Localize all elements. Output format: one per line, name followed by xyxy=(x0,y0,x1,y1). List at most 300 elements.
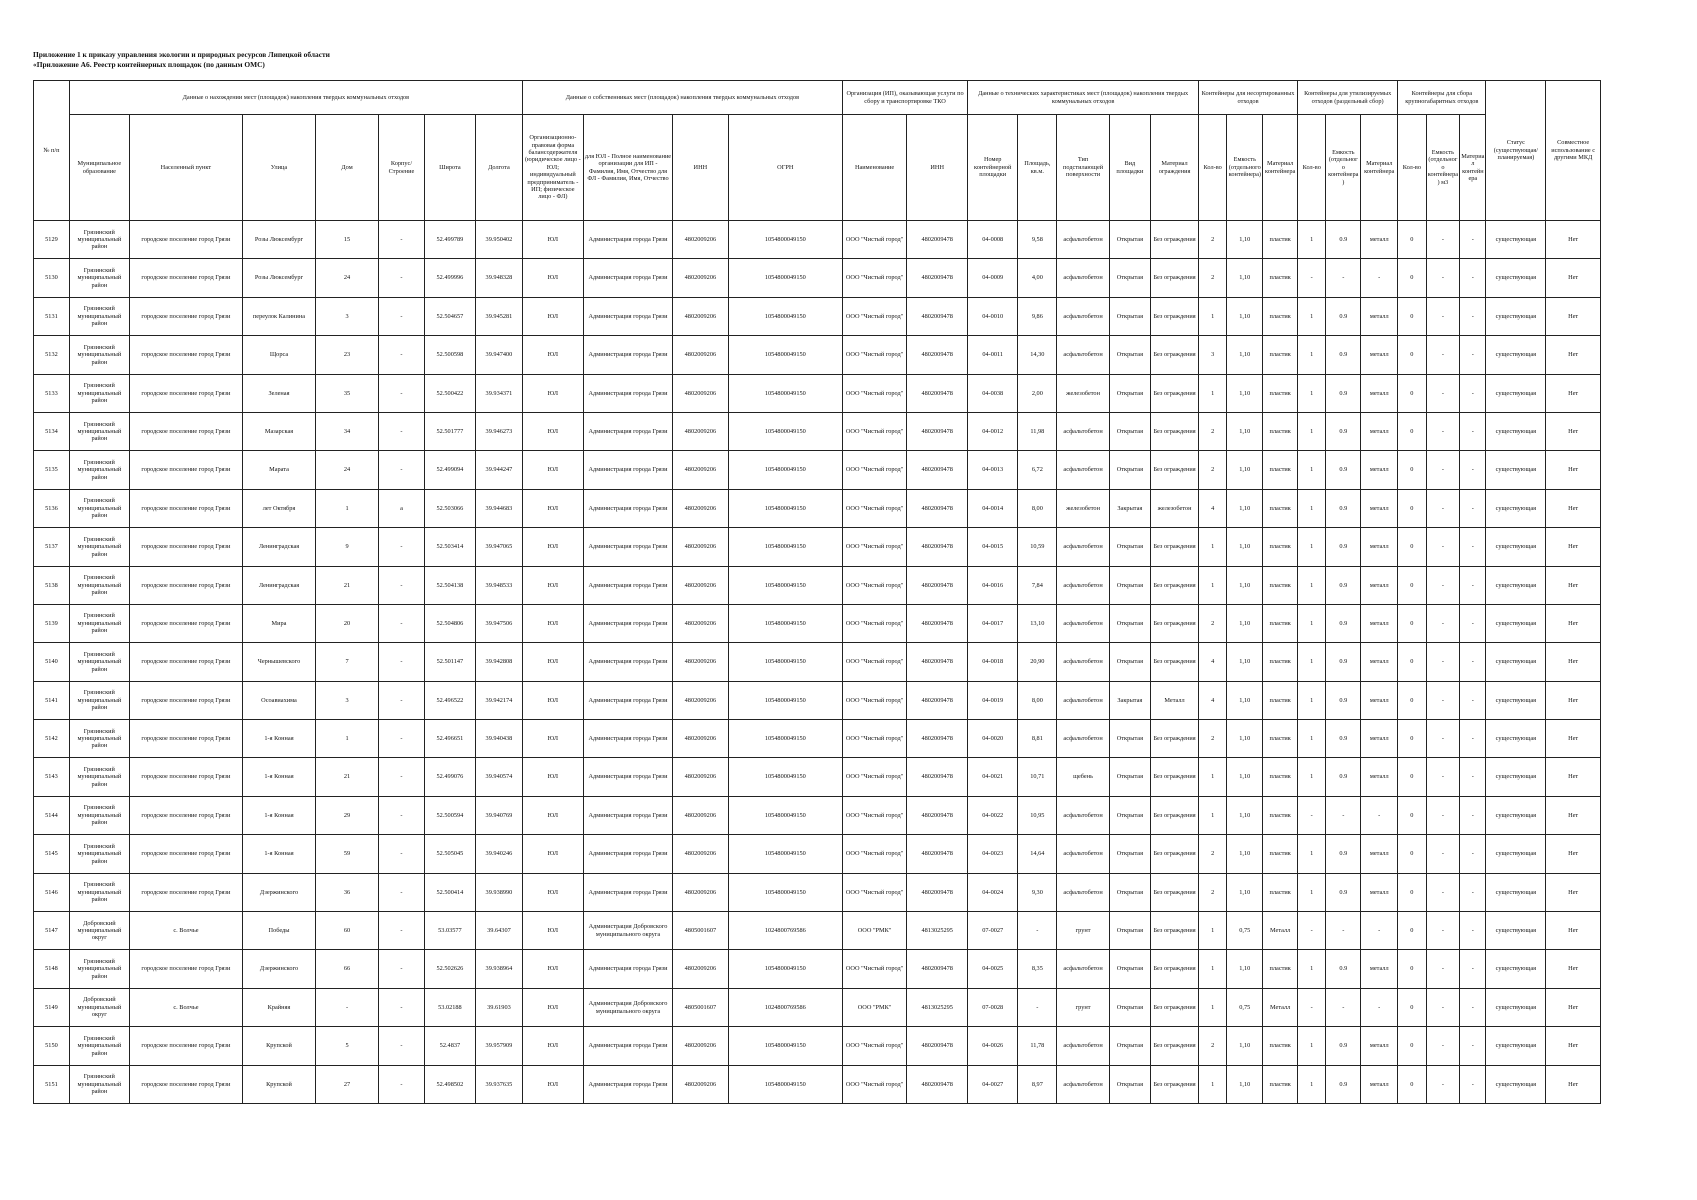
cell-operator-inn: 4802009478 xyxy=(907,873,968,911)
cell-recyclable-material: металл xyxy=(1361,221,1398,259)
cell-operator-name: ООО "Чистый город" xyxy=(842,796,906,834)
header-inn: ИНН xyxy=(673,115,729,221)
cell-fence: Без ограждения xyxy=(1151,528,1199,566)
cell-bulky-capacity: - xyxy=(1426,374,1460,412)
cell-operator-name: ООО "Чистый город" xyxy=(842,566,906,604)
group-bulky: Контейнеры для сбора крупногабаритных отходов xyxy=(1398,81,1486,115)
cell-settlement: городское поселение город Грязи xyxy=(129,1027,242,1065)
header-site-no: Номер контейнерной площадки xyxy=(968,115,1018,221)
cell-ogrn: 1054800049150 xyxy=(728,873,842,911)
cell-inn: 4802009206 xyxy=(673,374,729,412)
cell-owner-name: Администрация города Грязи xyxy=(583,643,672,681)
cell-area: 8,97 xyxy=(1018,1065,1057,1103)
cell-unsorted-qty: 2 xyxy=(1199,259,1227,297)
cell-recyclable-capacity: 0.9 xyxy=(1326,566,1361,604)
cell-num: 5130 xyxy=(34,259,70,297)
cell-surface: асфальтобетон xyxy=(1057,643,1109,681)
cell-status: существующая xyxy=(1486,259,1546,297)
cell-house: 23 xyxy=(315,336,378,374)
cell-area: 10,59 xyxy=(1018,528,1057,566)
cell-inn: 4802009206 xyxy=(673,1065,729,1103)
cell-operator-name: ООО "Чистый город" xyxy=(842,758,906,796)
cell-street: переулок Калинина xyxy=(243,297,316,335)
cell-recyclable-qty: 1 xyxy=(1298,221,1326,259)
cell-unsorted-qty: 2 xyxy=(1199,1027,1227,1065)
cell-municipality: Грязинский муниципальный район xyxy=(69,221,129,259)
cell-operator-name: ООО "Чистый город" xyxy=(842,604,906,642)
cell-surface: железобетон xyxy=(1057,489,1109,527)
cell-recyclable-qty: 1 xyxy=(1298,720,1326,758)
cell-house: 21 xyxy=(315,566,378,604)
cell-surface: железобетон xyxy=(1057,374,1109,412)
cell-building: - xyxy=(379,451,425,489)
cell-recyclable-material: металл xyxy=(1361,374,1398,412)
cell-house: 66 xyxy=(315,950,378,988)
cell-legal-form: ЮЛ xyxy=(522,681,583,719)
cell-operator-inn: 4802009478 xyxy=(907,1027,968,1065)
cell-lon: 39.945281 xyxy=(476,297,523,335)
cell-lat: 52.503414 xyxy=(424,528,475,566)
cell-ogrn: 1054800049150 xyxy=(728,720,842,758)
cell-ogrn: 1054800049150 xyxy=(728,412,842,450)
cell-recyclable-material: - xyxy=(1361,988,1398,1026)
cell-bulky-capacity: - xyxy=(1426,528,1460,566)
cell-owner-name: Администрация города Грязи xyxy=(583,451,672,489)
cell-settlement: городское поселение город Грязи xyxy=(129,259,242,297)
cell-lat: 52.500422 xyxy=(424,374,475,412)
cell-unsorted-capacity: 1,10 xyxy=(1227,681,1263,719)
cell-num: 5143 xyxy=(34,758,70,796)
cell-settlement: городское поселение город Грязи xyxy=(129,528,242,566)
cell-owner-name: Администрация города Грязи xyxy=(583,374,672,412)
cell-surface: асфальтобетон xyxy=(1057,297,1109,335)
cell-municipality: Грязинский муниципальный район xyxy=(69,1065,129,1103)
group-unsorted: Контейнеры для несортированных отходов xyxy=(1199,81,1298,115)
cell-shared: Нет xyxy=(1546,451,1601,489)
cell-building: - xyxy=(379,336,425,374)
cell-status: существующая xyxy=(1486,796,1546,834)
cell-shared: Нет xyxy=(1546,681,1601,719)
cell-legal-form: ЮЛ xyxy=(522,221,583,259)
cell-unsorted-material: пластик xyxy=(1263,451,1298,489)
cell-site-no: 04-0024 xyxy=(968,873,1018,911)
cell-recyclable-qty: 1 xyxy=(1298,566,1326,604)
cell-recyclable-capacity: 0.9 xyxy=(1326,604,1361,642)
cell-unsorted-material: пластик xyxy=(1263,643,1298,681)
header-operator-name: Наименование xyxy=(842,115,906,221)
cell-unsorted-capacity: 1,10 xyxy=(1227,1065,1263,1103)
cell-settlement: городское поселение город Грязи xyxy=(129,297,242,335)
cell-bulky-qty: 0 xyxy=(1398,643,1426,681)
cell-inn: 4802009206 xyxy=(673,681,729,719)
cell-street: Дзержинского xyxy=(243,873,316,911)
cell-house: 3 xyxy=(315,297,378,335)
cell-surface: грунт xyxy=(1057,988,1109,1026)
cell-num: 5148 xyxy=(34,950,70,988)
cell-status: существующая xyxy=(1486,1027,1546,1065)
header-settlement: Населенный пункт xyxy=(129,115,242,221)
cell-area: 10,95 xyxy=(1018,796,1057,834)
cell-inn: 4802009206 xyxy=(673,528,729,566)
cell-unsorted-material: пластик xyxy=(1263,221,1298,259)
cell-bulky-capacity: - xyxy=(1426,336,1460,374)
cell-municipality: Грязинский муниципальный район xyxy=(69,796,129,834)
cell-recyclable-material: - xyxy=(1361,796,1398,834)
cell-area: - xyxy=(1018,912,1057,950)
cell-num: 5133 xyxy=(34,374,70,412)
cell-unsorted-material: пластик xyxy=(1263,950,1298,988)
cell-settlement: городское поселение город Грязи xyxy=(129,873,242,911)
cell-num: 5145 xyxy=(34,835,70,873)
cell-street: Мира xyxy=(243,604,316,642)
cell-operator-name: ООО "Чистый город" xyxy=(842,412,906,450)
cell-bulky-capacity: - xyxy=(1426,950,1460,988)
cell-recyclable-material: металл xyxy=(1361,1065,1398,1103)
title-line-1: Приложение 1 к приказу управления экологии и природных ресурсов Липецкой области xyxy=(33,50,330,59)
cell-municipality: Грязинский муниципальный район xyxy=(69,720,129,758)
cell-owner-name: Администрация города Грязи xyxy=(583,412,672,450)
cell-owner-name: Администрация Добровского муниципального округа xyxy=(583,912,672,950)
cell-unsorted-qty: 3 xyxy=(1199,336,1227,374)
cell-legal-form: ЮЛ xyxy=(522,796,583,834)
cell-bulky-capacity: - xyxy=(1426,988,1460,1026)
cell-street: Победы xyxy=(243,912,316,950)
cell-street: Дзержинского xyxy=(243,950,316,988)
cell-surface: асфальтобетон xyxy=(1057,1065,1109,1103)
cell-inn: 4802009206 xyxy=(673,835,729,873)
cell-unsorted-material: пластик xyxy=(1263,528,1298,566)
cell-lon: 39.938964 xyxy=(476,950,523,988)
table-row xyxy=(34,796,1601,834)
header-status: Статус (существующая/планируемая) xyxy=(1486,81,1546,221)
cell-building: - xyxy=(379,528,425,566)
cell-surface: асфальтобетон xyxy=(1057,796,1109,834)
cell-house: 27 xyxy=(315,1065,378,1103)
cell-building: - xyxy=(379,221,425,259)
cell-lon: 39.937635 xyxy=(476,1065,523,1103)
cell-num: 5149 xyxy=(34,988,70,1026)
cell-bulky-qty: 0 xyxy=(1398,528,1426,566)
cell-recyclable-qty: 1 xyxy=(1298,950,1326,988)
cell-site-no: 04-0009 xyxy=(968,259,1018,297)
cell-inn: 4802009206 xyxy=(673,489,729,527)
cell-recyclable-capacity: 0.9 xyxy=(1326,758,1361,796)
cell-owner-name: Администрация города Грязи xyxy=(583,528,672,566)
cell-num: 5150 xyxy=(34,1027,70,1065)
cell-operator-name: ООО "Чистый город" xyxy=(842,221,906,259)
cell-inn: 4805001607 xyxy=(673,988,729,1026)
cell-street: Ленинградская xyxy=(243,528,316,566)
cell-lon: 39.940438 xyxy=(476,720,523,758)
cell-operator-inn: 4802009478 xyxy=(907,950,968,988)
cell-bulky-material: - xyxy=(1460,758,1486,796)
cell-house: 29 xyxy=(315,796,378,834)
cell-municipality: Грязинский муниципальный район xyxy=(69,950,129,988)
cell-shared: Нет xyxy=(1546,566,1601,604)
cell-street: лет Октября xyxy=(243,489,316,527)
cell-status: существующая xyxy=(1486,221,1546,259)
cell-fence: Без ограждения xyxy=(1151,259,1199,297)
cell-lon: 39.948328 xyxy=(476,259,523,297)
cell-building: - xyxy=(379,412,425,450)
cell-site-no: 04-0010 xyxy=(968,297,1018,335)
table-row xyxy=(34,566,1601,604)
cell-street: Осоавиахима xyxy=(243,681,316,719)
header-street: Улица xyxy=(243,115,316,221)
cell-bulky-material: - xyxy=(1460,412,1486,450)
cell-operator-inn: 4802009478 xyxy=(907,604,968,642)
cell-num: 5142 xyxy=(34,720,70,758)
cell-area: 9,30 xyxy=(1018,873,1057,911)
cell-unsorted-material: пластик xyxy=(1263,566,1298,604)
cell-area: 14,64 xyxy=(1018,835,1057,873)
cell-house: 5 xyxy=(315,1027,378,1065)
cell-street: 1-я Конная xyxy=(243,796,316,834)
cell-legal-form: ЮЛ xyxy=(522,528,583,566)
cell-site-no: 04-0019 xyxy=(968,681,1018,719)
cell-operator-inn: 4802009478 xyxy=(907,796,968,834)
cell-municipality: Грязинский муниципальный район xyxy=(69,873,129,911)
header-unsorted-qty: Кол-во xyxy=(1199,115,1227,221)
cell-recyclable-material: металл xyxy=(1361,758,1398,796)
cell-fence: Без ограждения xyxy=(1151,221,1199,259)
cell-ogrn: 1054800049150 xyxy=(728,1065,842,1103)
header-unsorted-capacity: Емкость (отдельного контейнера) xyxy=(1227,115,1263,221)
cell-recyclable-material: металл xyxy=(1361,604,1398,642)
cell-shared: Нет xyxy=(1546,758,1601,796)
cell-municipality: Добровский муниципальный округ xyxy=(69,912,129,950)
cell-fence: Без ограждения xyxy=(1151,720,1199,758)
cell-fence: Без ограждения xyxy=(1151,835,1199,873)
cell-recyclable-capacity: 0.9 xyxy=(1326,720,1361,758)
cell-recyclable-qty: 1 xyxy=(1298,528,1326,566)
cell-unsorted-capacity: 1,10 xyxy=(1227,835,1263,873)
cell-municipality: Грязинский муниципальный район xyxy=(69,451,129,489)
cell-recyclable-capacity: 0.9 xyxy=(1326,412,1361,450)
cell-operator-name: ООО "Чистый город" xyxy=(842,1027,906,1065)
cell-recyclable-material: металл xyxy=(1361,950,1398,988)
cell-site-no: 07-0027 xyxy=(968,912,1018,950)
cell-status: существующая xyxy=(1486,604,1546,642)
cell-unsorted-material: пластик xyxy=(1263,720,1298,758)
table-row xyxy=(34,451,1601,489)
cell-site-no: 04-0021 xyxy=(968,758,1018,796)
header-recyclable-capacity: Емкость (отдельного контейнера) xyxy=(1326,115,1361,221)
cell-street: Зеленая xyxy=(243,374,316,412)
cell-fence: Без ограждения xyxy=(1151,412,1199,450)
cell-owner-name: Администрация города Грязи xyxy=(583,336,672,374)
cell-unsorted-capacity: 1,10 xyxy=(1227,221,1263,259)
cell-status: существующая xyxy=(1486,451,1546,489)
cell-surface: асфальтобетон xyxy=(1057,412,1109,450)
cell-recyclable-material: металл xyxy=(1361,873,1398,911)
cell-inn: 4802009206 xyxy=(673,873,729,911)
cell-street: Ленинградская xyxy=(243,566,316,604)
cell-settlement: городское поселение город Грязи xyxy=(129,681,242,719)
cell-bulky-capacity: - xyxy=(1426,873,1460,911)
cell-operator-inn: 4802009478 xyxy=(907,1065,968,1103)
cell-operator-name: ООО "РМК" xyxy=(842,988,906,1026)
cell-bulky-capacity: - xyxy=(1426,758,1460,796)
cell-operator-name: ООО "Чистый город" xyxy=(842,720,906,758)
cell-lon: 39.934371 xyxy=(476,374,523,412)
cell-bulky-capacity: - xyxy=(1426,912,1460,950)
cell-status: существующая xyxy=(1486,374,1546,412)
cell-legal-form: ЮЛ xyxy=(522,643,583,681)
cell-inn: 4802009206 xyxy=(673,297,729,335)
cell-shared: Нет xyxy=(1546,912,1601,950)
cell-recyclable-capacity: - xyxy=(1326,912,1361,950)
cell-shared: Нет xyxy=(1546,374,1601,412)
cell-bulky-capacity: - xyxy=(1426,412,1460,450)
cell-unsorted-material: пластик xyxy=(1263,374,1298,412)
cell-ogrn: 1054800049150 xyxy=(728,604,842,642)
cell-num: 5146 xyxy=(34,873,70,911)
cell-building: - xyxy=(379,566,425,604)
cell-shared: Нет xyxy=(1546,988,1601,1026)
cell-operator-name: ООО "Чистый город" xyxy=(842,528,906,566)
cell-operator-inn: 4802009478 xyxy=(907,643,968,681)
cell-bulky-capacity: - xyxy=(1426,796,1460,834)
cell-bulky-material: - xyxy=(1460,681,1486,719)
cell-recyclable-qty: 1 xyxy=(1298,451,1326,489)
cell-site-no: 04-0020 xyxy=(968,720,1018,758)
cell-lon: 39.947400 xyxy=(476,336,523,374)
cell-operator-inn: 4802009478 xyxy=(907,528,968,566)
cell-street: 1-я Конная xyxy=(243,758,316,796)
cell-unsorted-qty: 2 xyxy=(1199,604,1227,642)
cell-area: - xyxy=(1018,988,1057,1026)
cell-lon: 39.940574 xyxy=(476,758,523,796)
cell-unsorted-capacity: 1,10 xyxy=(1227,412,1263,450)
column-header-row xyxy=(34,115,1601,221)
cell-recyclable-qty: 1 xyxy=(1298,1065,1326,1103)
cell-lon: 39.944683 xyxy=(476,489,523,527)
cell-municipality: Грязинский муниципальный район xyxy=(69,566,129,604)
cell-house: 20 xyxy=(315,604,378,642)
cell-house: 3 xyxy=(315,681,378,719)
cell-owner-name: Администрация города Грязи xyxy=(583,259,672,297)
cell-house: 9 xyxy=(315,528,378,566)
cell-owner-name: Администрация города Грязи xyxy=(583,297,672,335)
cell-unsorted-material: пластик xyxy=(1263,796,1298,834)
header-house: Дом xyxy=(315,115,378,221)
cell-recyclable-capacity: 0.9 xyxy=(1326,950,1361,988)
table-row xyxy=(34,758,1601,796)
cell-fence: Без ограждения xyxy=(1151,566,1199,604)
cell-lat: 52.496651 xyxy=(424,720,475,758)
cell-bulky-material: - xyxy=(1460,566,1486,604)
cell-bulky-capacity: - xyxy=(1426,259,1460,297)
cell-operator-name: ООО "Чистый город" xyxy=(842,873,906,911)
cell-bulky-capacity: - xyxy=(1426,221,1460,259)
cell-ogrn: 1054800049150 xyxy=(728,297,842,335)
cell-site-type: Открытая xyxy=(1109,297,1150,335)
cell-bulky-qty: 0 xyxy=(1398,297,1426,335)
table-row xyxy=(34,873,1601,911)
cell-unsorted-qty: 1 xyxy=(1199,950,1227,988)
cell-municipality: Грязинский муниципальный район xyxy=(69,259,129,297)
header-fence: Материал ограждения xyxy=(1151,115,1199,221)
header-operator-inn: ИНН xyxy=(907,115,968,221)
cell-operator-inn: 4802009478 xyxy=(907,297,968,335)
cell-surface: грунт xyxy=(1057,912,1109,950)
cell-lon: 39.948533 xyxy=(476,566,523,604)
cell-legal-form: ЮЛ xyxy=(522,566,583,604)
cell-operator-inn: 4802009478 xyxy=(907,489,968,527)
cell-unsorted-material: пластик xyxy=(1263,758,1298,796)
cell-settlement: городское поселение город Грязи xyxy=(129,489,242,527)
cell-house: 1 xyxy=(315,720,378,758)
cell-surface: асфальтобетон xyxy=(1057,835,1109,873)
cell-status: существующая xyxy=(1486,643,1546,681)
cell-legal-form: ЮЛ xyxy=(522,259,583,297)
cell-unsorted-material: пластик xyxy=(1263,681,1298,719)
cell-shared: Нет xyxy=(1546,259,1601,297)
cell-area: 4,00 xyxy=(1018,259,1057,297)
cell-recyclable-qty: 1 xyxy=(1298,643,1326,681)
cell-status: существующая xyxy=(1486,566,1546,604)
cell-owner-name: Администрация города Грязи xyxy=(583,221,672,259)
cell-street: Щорса xyxy=(243,336,316,374)
cell-surface: асфальтобетон xyxy=(1057,604,1109,642)
cell-shared: Нет xyxy=(1546,336,1601,374)
cell-house: - xyxy=(315,988,378,1026)
cell-ogrn: 1024800769586 xyxy=(728,912,842,950)
cell-fence: Без ограждения xyxy=(1151,336,1199,374)
cell-site-type: Открытая xyxy=(1109,566,1150,604)
cell-bulky-qty: 0 xyxy=(1398,758,1426,796)
header-surface: Тип подстилающей поверхности xyxy=(1057,115,1109,221)
cell-house: 35 xyxy=(315,374,378,412)
table-row xyxy=(34,720,1601,758)
cell-owner-name: Администрация города Грязи xyxy=(583,796,672,834)
cell-unsorted-material: пластик xyxy=(1263,412,1298,450)
cell-site-no: 04-0025 xyxy=(968,950,1018,988)
cell-ogrn: 1054800049150 xyxy=(728,451,842,489)
cell-lon: 39.940246 xyxy=(476,835,523,873)
cell-bulky-material: - xyxy=(1460,489,1486,527)
cell-unsorted-qty: 2 xyxy=(1199,412,1227,450)
cell-recyclable-capacity: 0.9 xyxy=(1326,681,1361,719)
cell-unsorted-material: пластик xyxy=(1263,1027,1298,1065)
cell-municipality: Грязинский муниципальный район xyxy=(69,489,129,527)
cell-shared: Нет xyxy=(1546,643,1601,681)
cell-area: 9,86 xyxy=(1018,297,1057,335)
cell-municipality: Грязинский муниципальный район xyxy=(69,1027,129,1065)
cell-owner-name: Администрация города Грязи xyxy=(583,835,672,873)
cell-street: Крупской xyxy=(243,1027,316,1065)
cell-shared: Нет xyxy=(1546,950,1601,988)
cell-operator-name: ООО "Чистый город" xyxy=(842,336,906,374)
cell-bulky-capacity: - xyxy=(1426,1065,1460,1103)
cell-recyclable-qty: 1 xyxy=(1298,336,1326,374)
cell-recyclable-capacity: 0.9 xyxy=(1326,1027,1361,1065)
cell-legal-form: ЮЛ xyxy=(522,988,583,1026)
cell-lon: 39.944247 xyxy=(476,451,523,489)
cell-legal-form: ЮЛ xyxy=(522,873,583,911)
cell-fence: Без ограждения xyxy=(1151,796,1199,834)
cell-area: 2,00 xyxy=(1018,374,1057,412)
cell-lon: 39.946273 xyxy=(476,412,523,450)
cell-operator-inn: 4802009478 xyxy=(907,835,968,873)
table-row xyxy=(34,988,1601,1026)
cell-surface: асфальтобетон xyxy=(1057,681,1109,719)
cell-unsorted-qty: 2 xyxy=(1199,221,1227,259)
cell-status: существующая xyxy=(1486,873,1546,911)
cell-unsorted-capacity: 1,10 xyxy=(1227,451,1263,489)
cell-municipality: Грязинский муниципальный район xyxy=(69,374,129,412)
